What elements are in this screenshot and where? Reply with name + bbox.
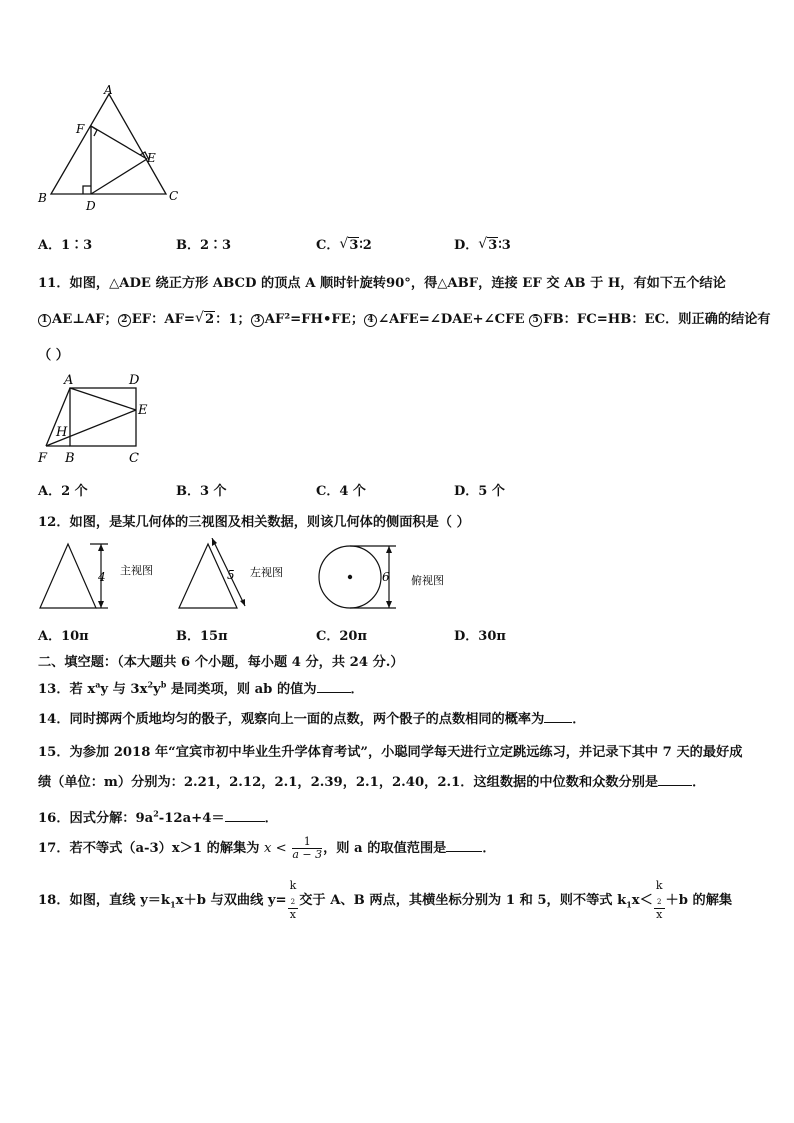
section-heading: 二、填空题：（本大题共 6 个小题，每小题 4 分，共 24 分.） xyxy=(38,655,404,670)
q11-option-a: A．2 个 xyxy=(38,484,88,499)
q10-option-a: A．1∶3 xyxy=(38,238,93,253)
q12-option-d: D．30π xyxy=(454,629,506,644)
q12-option-b: B．15π xyxy=(176,629,228,644)
q11-option-b: B．3 个 xyxy=(176,484,227,499)
left-dimension: 5 xyxy=(227,568,235,582)
q12-option-c: C．20π xyxy=(316,629,367,644)
q10-option-b: B．2∶3 xyxy=(176,238,232,253)
label-H: H xyxy=(56,425,68,440)
sqrt: √ 3 xyxy=(339,236,359,253)
q15-line-1: 15．为参加 2018 年“宜宾市初中毕业生升学体育考试”，小聪同学每天进行立定跳远练习，并记录下其中 7 天的最好成 xyxy=(38,745,743,760)
top-dimension: 6 xyxy=(382,570,390,584)
label-D: D xyxy=(129,373,140,388)
label-A: A xyxy=(64,373,74,388)
label-F: F xyxy=(76,122,85,136)
label-E: E xyxy=(138,403,148,418)
label-B: B xyxy=(38,191,47,205)
q11-paren: （ ） xyxy=(38,348,69,363)
q10-option-d: D． √ 3∶3 xyxy=(454,236,511,253)
front-dimension: 4 xyxy=(98,570,106,584)
label-D: D xyxy=(86,199,96,213)
sqrt: √ 3 xyxy=(478,236,498,253)
q10-option-c: C． √ 3∶2 xyxy=(316,236,372,253)
q11-option-c: C．4 个 xyxy=(316,484,366,499)
label-B: B xyxy=(65,451,75,466)
three-views-figure-q12 xyxy=(34,538,464,618)
q17-text: 17．若不等式（a-3）x＞1 的解集为 x < $\frac{1}{a - 3}$ ，则 a 的取值范围是 ． xyxy=(38,835,496,861)
triangle-figure-q10 xyxy=(34,84,194,214)
q18-text: 18．如图，直线 $y=k_1x+b$ 与双曲线 y= k $_2$ x 交于 A、B 两点，其横坐标分别为 1 和 5，则不等式 $k_1x<$ k $_2$ x ＋b 的解集 xyxy=(38,879,733,922)
square-figure-q11 xyxy=(34,370,164,470)
top-view-label: 俯视图 xyxy=(411,574,444,587)
label-A: A xyxy=(104,84,113,97)
label-C: C xyxy=(129,451,139,466)
q12-text: 12．如图，是某几何体的三视图及相关数据，则该几何体的侧面积是（ ） xyxy=(38,515,470,530)
front-view-label: 主视图 xyxy=(120,564,153,577)
left-view-label: 左视图 xyxy=(250,566,283,579)
q13-text: 13．若 $x^ay$ 与 $3x^2y^b$ 是同类项，则 ab 的值为 ． xyxy=(38,679,364,697)
q15-line-2: 绩（单位：m）分别为：2.21，2.12，2.1，2.39，2.1，2.40，2.1．这组数据的中位数和众数分别是 ． xyxy=(38,775,706,790)
q14-text: 14．同时掷两个质地均匀的骰子，观察向上一面的点数，两个骰子的点数相同的概率为 ． xyxy=(38,712,586,727)
q16-text: 16．因式分解：$9a^2-12a+4=$ ． xyxy=(38,808,278,826)
label-E: E xyxy=(147,151,156,165)
q12-option-a: A．10π xyxy=(38,629,89,644)
q11-option-d: D．5 个 xyxy=(454,484,505,499)
q11-line-2: 1 AE⊥AF； 2 EF：AF= √ 2：1； 3 AF²=FH•FE； 4 ∠AFE=∠DAE+∠CFE 5 FB：FC=HB：EC．则正确的结论有 xyxy=(38,308,771,327)
q11-line-1: 11．如图，△ADE 绕正方形 ABCD 的顶点 A 顺时针旋转90°，得△ABF，连接 EF 交 AB 于 H，有如下五个结论 xyxy=(38,276,726,291)
label-C: C xyxy=(169,189,179,203)
label-F: F xyxy=(38,451,48,466)
